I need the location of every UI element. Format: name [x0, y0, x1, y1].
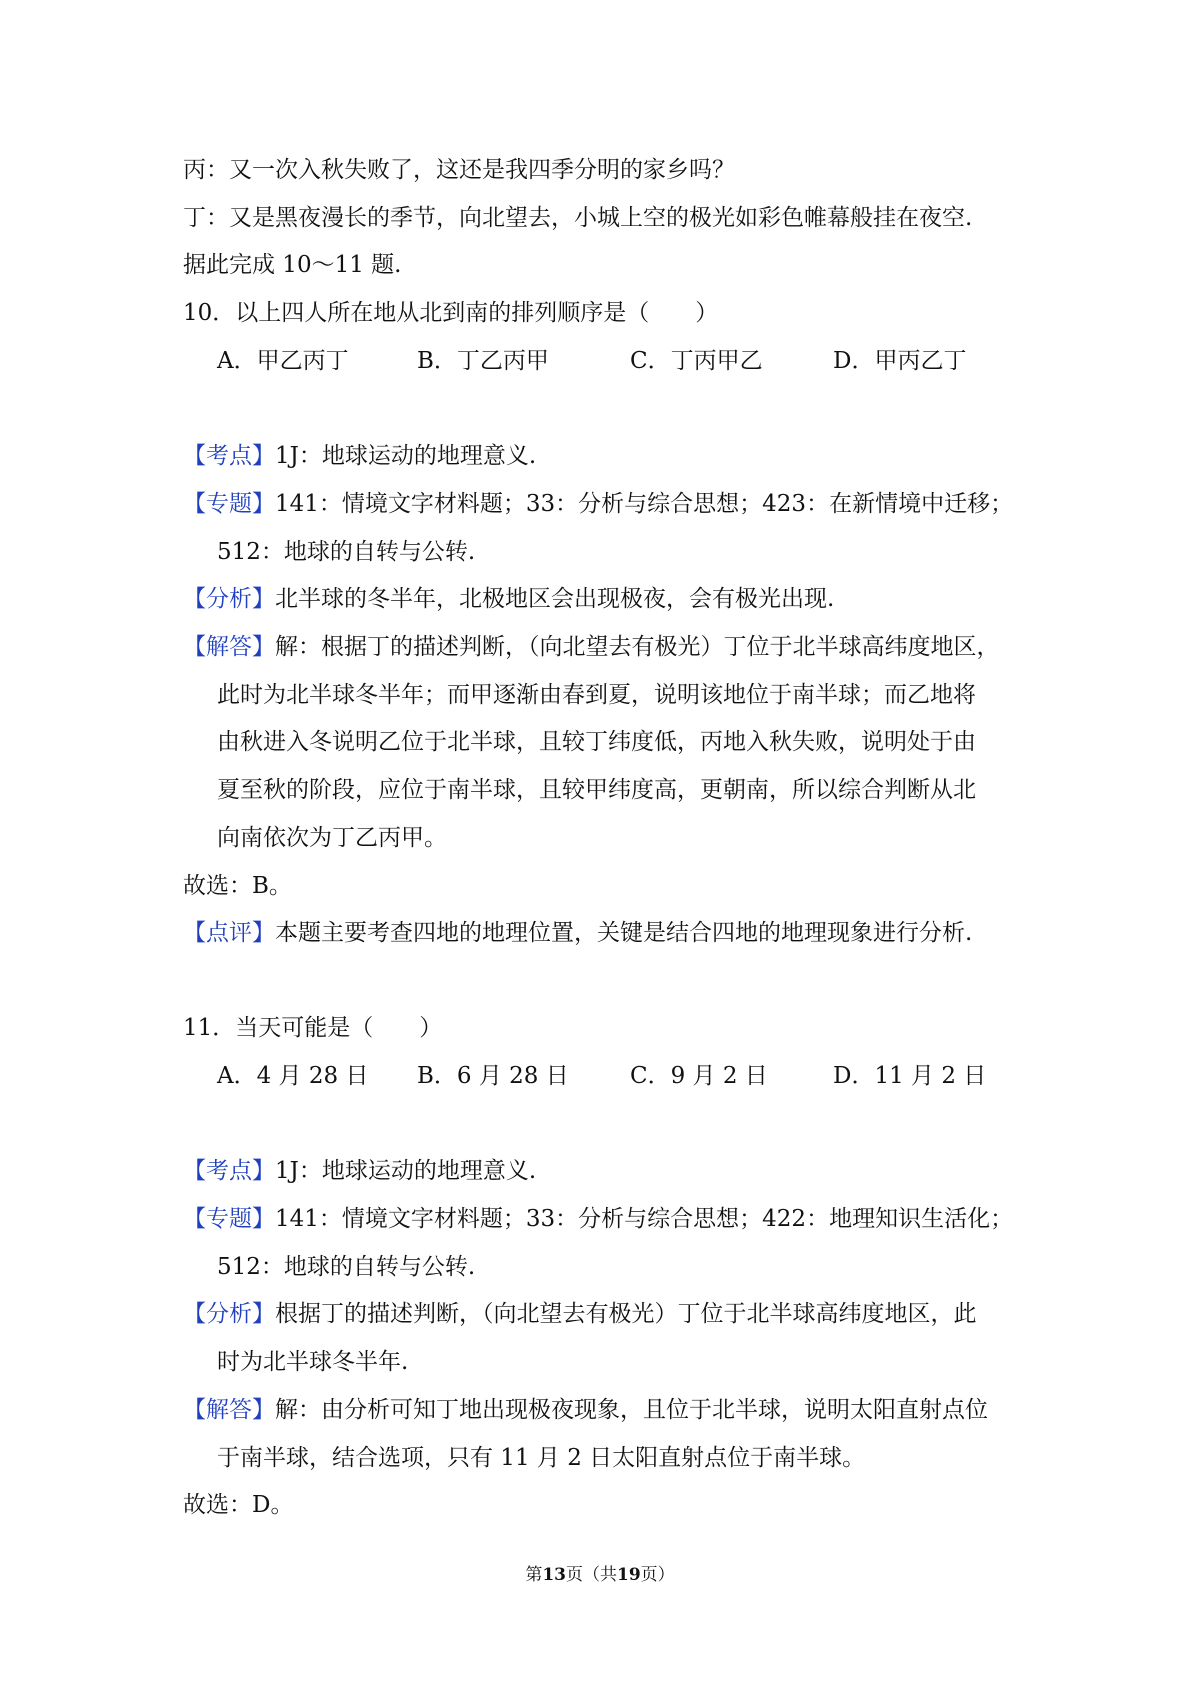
q10-kaodian-tag: 【考点】 — [183, 443, 275, 469]
q10-zhuanti-tag: 【专题】 — [183, 491, 275, 517]
q11-stem: 11．当天可能是（ ） — [183, 1015, 443, 1041]
q10-jieda-tag: 【解答】 — [183, 634, 275, 660]
q10-kaodian-text: 1J：地球运动的地理意义. — [275, 443, 537, 469]
intro-ding: 丁：又是黑夜漫长的季节，向北望去，小城上空的极光如彩色帷幕般挂在夜空. — [183, 205, 973, 231]
q10-dianping-text: 本题主要考查四地的地理位置，关键是结合四地的地理现象进行分析. — [275, 920, 973, 946]
page-footer — [0, 1564, 1200, 1586]
q10-dianping-tag: 【点评】 — [183, 920, 275, 946]
q11-kaodian-tag: 【考点】 — [183, 1158, 275, 1184]
q10-zhuanti-text: 141：情境文字材料题；33：分析与综合思想；423：在新情境中迁移； — [275, 491, 1014, 517]
footer-page-number: 13 — [542, 1565, 566, 1585]
q11-option-b: B．6 月 28 日 — [417, 1063, 569, 1089]
q11-zhuanti-cont: 512：地球的自转与公转. — [217, 1254, 476, 1280]
q11-kaodian — [183, 1156, 536, 1186]
footer-middle: 页（共 — [566, 1565, 617, 1585]
q10-kaodian — [183, 441, 536, 471]
footer-suffix: 页） — [640, 1565, 675, 1585]
q11-zhuanti-tag: 【专题】 — [183, 1206, 275, 1232]
q10-option-a: A．甲乙丙丁 — [217, 348, 349, 374]
q11-jieda-tag: 【解答】 — [183, 1397, 275, 1423]
q11-fenxi-text: 根据丁的描述判断，（向北望去有极光）丁位于北半球高纬度地区，此 — [275, 1301, 977, 1327]
q11-kaodian-text: 1J：地球运动的地理意义. — [275, 1158, 537, 1184]
q10-jieda-line2: 此时为北半球冬半年；而甲逐渐由春到夏，说明该地位于南半球；而乙地将 — [217, 682, 976, 708]
q11-zhuanti-text: 141：情境文字材料题；33：分析与综合思想；422：地理知识生活化； — [275, 1206, 1014, 1232]
q10-dianping — [183, 918, 972, 948]
q11-option-d: D．11 月 2 日 — [833, 1063, 987, 1089]
q10-jieda-line4: 夏至秋的阶段，应位于南半球，且较甲纬度高，更朝南，所以综合判断从北 — [217, 777, 976, 803]
q10-option-c: C．丁丙甲乙 — [630, 348, 763, 374]
q10-jieda — [183, 632, 1000, 662]
q11-option-a: A．4 月 28 日 — [217, 1063, 369, 1089]
footer-prefix: 第 — [525, 1565, 543, 1585]
intro-bing: 丙：又一次入秋失败了，这还是我四季分明的家乡吗？ — [183, 157, 735, 183]
q10-zhuanti-cont: 512：地球的自转与公转. — [217, 539, 476, 565]
q10-jieda-text: 解：根据丁的描述判断，（向北望去有极光）丁位于北半球高纬度地区， — [275, 634, 1000, 660]
q10-option-b: B．丁乙丙甲 — [417, 348, 549, 374]
intro-instruction: 据此完成 10～11 题. — [183, 252, 402, 278]
q11-zhuanti — [183, 1204, 1013, 1234]
q11-jieda-text: 解：由分析可知丁地出现极夜现象，且位于北半球，说明太阳直射点位 — [275, 1397, 988, 1423]
q11-answer: 故选：D。 — [183, 1492, 294, 1518]
q10-fenxi — [183, 584, 834, 614]
q10-answer: 故选：B。 — [183, 873, 292, 899]
q10-fenxi-tag: 【分析】 — [183, 586, 275, 612]
q10-zhuanti — [183, 489, 1013, 519]
footer-total-pages: 19 — [617, 1565, 641, 1585]
q11-fenxi-line2: 时为北半球冬半年. — [217, 1349, 409, 1375]
q10-fenxi-text: 北半球的冬半年，北极地区会出现极夜，会有极光出现. — [275, 586, 835, 612]
q10-jieda-line3: 由秋进入冬说明乙位于北半球，且较丁纬度低，丙地入秋失败，说明处于由 — [217, 729, 976, 755]
q11-fenxi-tag: 【分析】 — [183, 1301, 275, 1327]
q11-fenxi — [183, 1299, 977, 1329]
q10-option-d: D．甲丙乙丁 — [833, 348, 967, 374]
q10-stem: 10．以上四人所在地从北到南的排列顺序是（ ） — [183, 300, 719, 326]
q11-jieda — [183, 1395, 988, 1425]
q11-jieda-line2: 于南半球，结合选项，只有 11 月 2 日太阳直射点位于南半球。 — [217, 1445, 866, 1471]
q11-option-c: C．9 月 2 日 — [630, 1063, 768, 1089]
q10-jieda-line5: 向南依次为丁乙丙甲。 — [217, 825, 447, 851]
